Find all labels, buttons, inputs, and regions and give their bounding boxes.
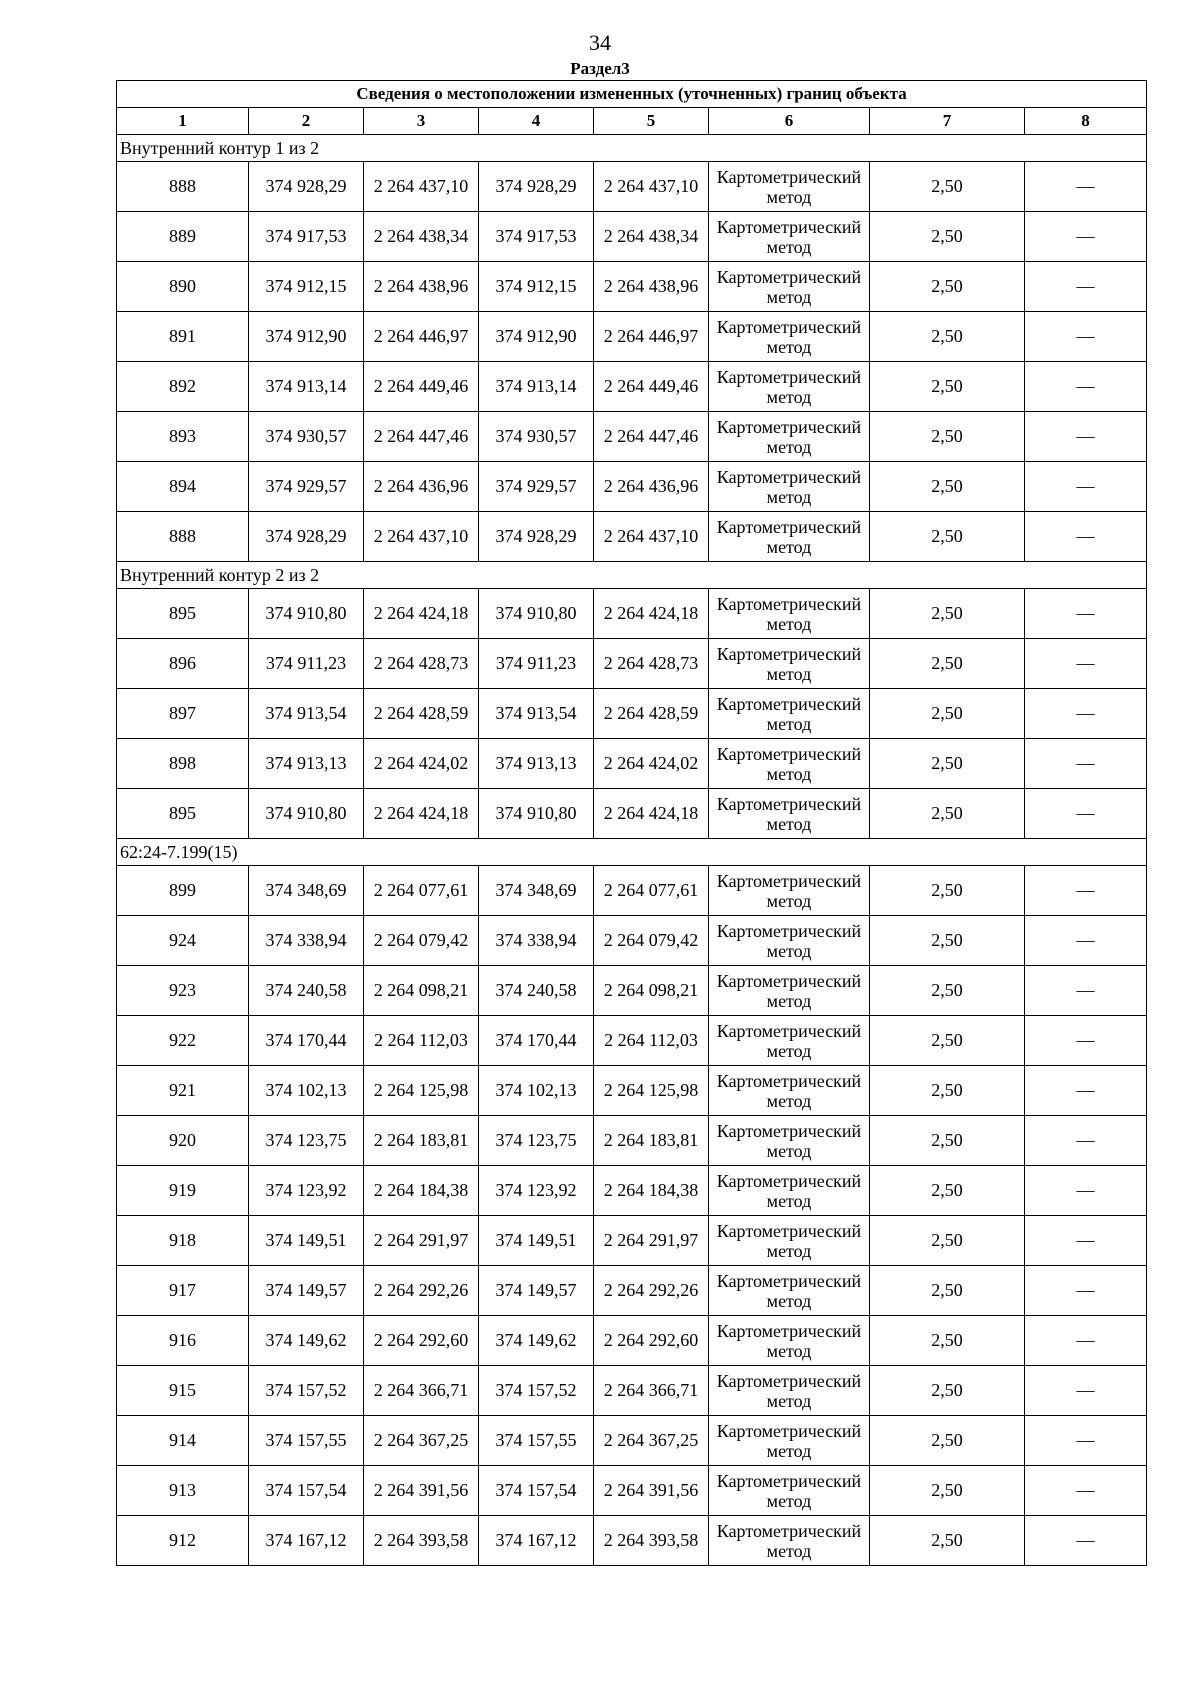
table-cell-col-7: 2,50 [870, 462, 1025, 512]
column-number-4: 4 [479, 108, 594, 135]
table-cell-col-1: 922 [117, 1016, 249, 1066]
table-cell-col-7: 2,50 [870, 589, 1025, 639]
table-cell-col-8: — [1025, 1366, 1147, 1416]
table-cell-col-5: 2 264 449,46 [594, 362, 709, 412]
table-cell-col-7: 2,50 [870, 512, 1025, 562]
table-cell-col-5: 2 264 437,10 [594, 512, 709, 562]
table-cell-col-3: 2 264 393,58 [364, 1516, 479, 1566]
table-row [117, 412, 1147, 462]
table-cell-col-3: 2 264 438,96 [364, 262, 479, 312]
column-number-5: 5 [594, 108, 709, 135]
column-number-7: 7 [870, 108, 1025, 135]
table-cell-col-6: Картометрический метод [709, 916, 870, 966]
table-cell-col-7: 2,50 [870, 1016, 1025, 1066]
table-caption: Сведения о местоположении измененных (уточненных) границ объекта [117, 81, 1147, 108]
group-header-row [117, 135, 1147, 162]
table-cell-col-3: 2 264 098,21 [364, 966, 479, 1016]
table-cell-col-3: 2 264 125,98 [364, 1066, 479, 1116]
table-cell-col-3: 2 264 447,46 [364, 412, 479, 462]
table-cell-col-5: 2 264 391,56 [594, 1466, 709, 1516]
table-cell-col-4: 374 157,54 [479, 1466, 594, 1516]
table-cell-col-7: 2,50 [870, 1466, 1025, 1516]
table-row [117, 1416, 1147, 1466]
table-cell-col-8: — [1025, 1016, 1147, 1066]
table-cell-col-4: 374 240,58 [479, 966, 594, 1016]
table-cell-col-4: 374 910,80 [479, 589, 594, 639]
table-cell-col-8: — [1025, 362, 1147, 412]
table-cell-col-3: 2 264 184,38 [364, 1166, 479, 1216]
table-cell-col-3: 2 264 183,81 [364, 1116, 479, 1166]
table-cell-col-8: — [1025, 1066, 1147, 1116]
table-cell-col-1: 897 [117, 689, 249, 739]
table-cell-col-8: — [1025, 462, 1147, 512]
column-number-8: 8 [1025, 108, 1147, 135]
table-cell-col-3: 2 264 438,34 [364, 212, 479, 262]
table-cell-col-4: 374 170,44 [479, 1016, 594, 1066]
table-cell-col-1: 921 [117, 1066, 249, 1116]
table-cell-col-6: Картометрический метод [709, 789, 870, 839]
table-cell-col-6: Картометрический метод [709, 162, 870, 212]
section-title: Раздел3 [570, 59, 630, 78]
table-cell-col-1: 912 [117, 1516, 249, 1566]
table-cell-col-1: 924 [117, 916, 249, 966]
table-cell-col-6: Картометрический метод [709, 689, 870, 739]
group-label: 62:24-7.199(15) [117, 839, 1147, 866]
table-cell-col-8: — [1025, 1166, 1147, 1216]
table-cell-col-4: 374 149,62 [479, 1316, 594, 1366]
table-cell-col-4: 374 910,80 [479, 789, 594, 839]
table-cell-col-1: 896 [117, 639, 249, 689]
table-cell-col-4: 374 348,69 [479, 866, 594, 916]
table-cell-col-6: Картометрический метод [709, 262, 870, 312]
table-cell-col-7: 2,50 [870, 212, 1025, 262]
table-cell-col-1: 888 [117, 512, 249, 562]
table-row [117, 639, 1147, 689]
table-cell-col-8: — [1025, 589, 1147, 639]
table-cell-col-4: 374 149,57 [479, 1266, 594, 1316]
table-cell-col-8: — [1025, 966, 1147, 1016]
table-cell-col-2: 374 240,58 [249, 966, 364, 1016]
table-cell-col-4: 374 928,29 [479, 512, 594, 562]
table-cell-col-4: 374 930,57 [479, 412, 594, 462]
table-cell-col-1: 914 [117, 1416, 249, 1466]
table-row [117, 739, 1147, 789]
column-number-1: 1 [117, 108, 249, 135]
table-cell-col-1: 917 [117, 1266, 249, 1316]
table-cell-col-5: 2 264 125,98 [594, 1066, 709, 1116]
table-cell-col-2: 374 929,57 [249, 462, 364, 512]
table-cell-col-7: 2,50 [870, 1516, 1025, 1566]
table-cell-col-3: 2 264 291,97 [364, 1216, 479, 1266]
table-cell-col-8: — [1025, 1466, 1147, 1516]
group-label: Внутренний контур 1 из 2 [117, 135, 1147, 162]
table-cell-col-2: 374 149,62 [249, 1316, 364, 1366]
table-cell-col-4: 374 912,15 [479, 262, 594, 312]
table-cell-col-7: 2,50 [870, 866, 1025, 916]
table-cell-col-2: 374 338,94 [249, 916, 364, 966]
table-cell-col-6: Картометрический метод [709, 739, 870, 789]
table-cell-col-1: 888 [117, 162, 249, 212]
table-cell-col-2: 374 348,69 [249, 866, 364, 916]
table-cell-col-2: 374 913,13 [249, 739, 364, 789]
table-cell-col-2: 374 910,80 [249, 789, 364, 839]
table-cell-col-4: 374 338,94 [479, 916, 594, 966]
table-cell-col-4: 374 913,54 [479, 689, 594, 739]
table-cell-col-8: — [1025, 1216, 1147, 1266]
table-cell-col-6: Картометрический метод [709, 312, 870, 362]
table-cell-col-5: 2 264 447,46 [594, 412, 709, 462]
table-cell-col-7: 2,50 [870, 412, 1025, 462]
table-cell-col-5: 2 264 292,60 [594, 1316, 709, 1366]
table-cell-col-7: 2,50 [870, 1066, 1025, 1116]
table-cell-col-6: Картометрический метод [709, 1066, 870, 1116]
table-cell-col-1: 919 [117, 1166, 249, 1216]
table-cell-col-5: 2 264 184,38 [594, 1166, 709, 1216]
table-row [117, 362, 1147, 412]
table-row [117, 512, 1147, 562]
table-cell-col-6: Картометрический метод [709, 1316, 870, 1366]
table-cell-col-6: Картометрический метод [709, 589, 870, 639]
table-cell-col-4: 374 149,51 [479, 1216, 594, 1266]
group-label: Внутренний контур 2 из 2 [117, 562, 1147, 589]
table-cell-col-8: — [1025, 412, 1147, 462]
table-cell-col-7: 2,50 [870, 1366, 1025, 1416]
table-cell-col-1: 898 [117, 739, 249, 789]
table-cell-col-8: — [1025, 866, 1147, 916]
table-cell-col-3: 2 264 079,42 [364, 916, 479, 966]
table-cell-col-2: 374 157,55 [249, 1416, 364, 1466]
table-cell-col-6: Картометрический метод [709, 1016, 870, 1066]
table-cell-col-2: 374 917,53 [249, 212, 364, 262]
table-cell-col-3: 2 264 436,96 [364, 462, 479, 512]
table-cell-col-7: 2,50 [870, 162, 1025, 212]
table-cell-col-3: 2 264 437,10 [364, 512, 479, 562]
group-header-row [117, 562, 1147, 589]
table-row [117, 1216, 1147, 1266]
table-cell-col-1: 899 [117, 866, 249, 916]
table-row [117, 689, 1147, 739]
table-cell-col-7: 2,50 [870, 1116, 1025, 1166]
table-cell-col-4: 374 913,13 [479, 739, 594, 789]
table-cell-col-1: 915 [117, 1366, 249, 1416]
table-cell-col-6: Картометрический метод [709, 462, 870, 512]
table-cell-col-5: 2 264 428,59 [594, 689, 709, 739]
table-cell-col-2: 374 913,14 [249, 362, 364, 412]
table-cell-col-4: 374 913,14 [479, 362, 594, 412]
table-row [117, 1166, 1147, 1216]
table-cell-col-2: 374 157,54 [249, 1466, 364, 1516]
table-cell-col-8: — [1025, 1116, 1147, 1166]
table-row [117, 162, 1147, 212]
table-row [117, 916, 1147, 966]
table-cell-col-3: 2 264 112,03 [364, 1016, 479, 1066]
table-cell-col-2: 374 913,54 [249, 689, 364, 739]
table-cell-col-7: 2,50 [870, 639, 1025, 689]
table-cell-col-3: 2 264 428,59 [364, 689, 479, 739]
table-cell-col-3: 2 264 292,26 [364, 1266, 479, 1316]
table-cell-col-2: 374 149,51 [249, 1216, 364, 1266]
table-cell-col-5: 2 264 446,97 [594, 312, 709, 362]
table-cell-col-6: Картометрический метод [709, 412, 870, 462]
table-cell-col-8: — [1025, 1516, 1147, 1566]
table-cell-col-6: Картометрический метод [709, 639, 870, 689]
table-cell-col-2: 374 911,23 [249, 639, 364, 689]
table-cell-col-2: 374 102,13 [249, 1066, 364, 1116]
table-cell-col-8: — [1025, 1316, 1147, 1366]
table-cell-col-4: 374 929,57 [479, 462, 594, 512]
table-row [117, 1366, 1147, 1416]
table-row [117, 462, 1147, 512]
table-cell-col-3: 2 264 424,02 [364, 739, 479, 789]
table-cell-col-7: 2,50 [870, 739, 1025, 789]
table-cell-col-7: 2,50 [870, 1166, 1025, 1216]
table-cell-col-4: 374 123,92 [479, 1166, 594, 1216]
table-cell-col-4: 374 928,29 [479, 162, 594, 212]
table-body [117, 135, 1147, 1566]
table-cell-col-4: 374 917,53 [479, 212, 594, 262]
table-cell-col-6: Картометрический метод [709, 512, 870, 562]
table-cell-col-5: 2 264 292,26 [594, 1266, 709, 1316]
table-row [117, 1016, 1147, 1066]
table-row [117, 1316, 1147, 1366]
page-number: 34 [589, 30, 611, 55]
table-cell-col-2: 374 930,57 [249, 412, 364, 462]
boundary-table [116, 80, 1147, 1566]
table-cell-col-8: — [1025, 789, 1147, 839]
table-cell-col-3: 2 264 424,18 [364, 789, 479, 839]
table-cell-col-6: Картометрический метод [709, 1166, 870, 1216]
table-cell-col-6: Картометрический метод [709, 212, 870, 262]
column-number-3: 3 [364, 108, 479, 135]
table-cell-col-2: 374 149,57 [249, 1266, 364, 1316]
table-cell-col-1: 923 [117, 966, 249, 1016]
table-cell-col-7: 2,50 [870, 262, 1025, 312]
table-row [117, 312, 1147, 362]
table-cell-col-7: 2,50 [870, 1316, 1025, 1366]
table-cell-col-8: — [1025, 739, 1147, 789]
table-cell-col-6: Картометрический метод [709, 1366, 870, 1416]
table-cell-col-2: 374 910,80 [249, 589, 364, 639]
table-cell-col-1: 920 [117, 1116, 249, 1166]
table-cell-col-1: 918 [117, 1216, 249, 1266]
table-cell-col-6: Картометрический метод [709, 1116, 870, 1166]
table-cell-col-5: 2 264 291,97 [594, 1216, 709, 1266]
column-number-6: 6 [709, 108, 870, 135]
table-cell-col-8: — [1025, 916, 1147, 966]
table-cell-col-5: 2 264 438,96 [594, 262, 709, 312]
table-cell-col-4: 374 911,23 [479, 639, 594, 689]
table-cell-col-6: Картометрический метод [709, 1516, 870, 1566]
table-row [117, 1266, 1147, 1316]
table-row [117, 589, 1147, 639]
table-cell-col-6: Картометрический метод [709, 362, 870, 412]
table-cell-col-5: 2 264 079,42 [594, 916, 709, 966]
table-cell-col-3: 2 264 292,60 [364, 1316, 479, 1366]
table-row [117, 1066, 1147, 1116]
group-header-row [117, 839, 1147, 866]
table-cell-col-5: 2 264 367,25 [594, 1416, 709, 1466]
table-cell-col-8: — [1025, 262, 1147, 312]
table-cell-col-3: 2 264 449,46 [364, 362, 479, 412]
table-cell-col-3: 2 264 367,25 [364, 1416, 479, 1466]
column-number-row [117, 108, 1147, 135]
table-cell-col-2: 374 912,90 [249, 312, 364, 362]
table-cell-col-5: 2 264 437,10 [594, 162, 709, 212]
table-cell-col-7: 2,50 [870, 1416, 1025, 1466]
table-row [117, 212, 1147, 262]
table-cell-col-5: 2 264 438,34 [594, 212, 709, 262]
table-cell-col-1: 889 [117, 212, 249, 262]
table-cell-col-8: — [1025, 162, 1147, 212]
table-cell-col-7: 2,50 [870, 916, 1025, 966]
table-cell-col-6: Картометрический метод [709, 1216, 870, 1266]
table-cell-col-5: 2 264 424,18 [594, 789, 709, 839]
table-cell-col-1: 890 [117, 262, 249, 312]
table-cell-col-5: 2 264 428,73 [594, 639, 709, 689]
table-cell-col-6: Картометрический метод [709, 1466, 870, 1516]
table-cell-col-1: 892 [117, 362, 249, 412]
table-cell-col-3: 2 264 424,18 [364, 589, 479, 639]
table-cell-col-2: 374 928,29 [249, 162, 364, 212]
table-cell-col-7: 2,50 [870, 312, 1025, 362]
column-number-2: 2 [249, 108, 364, 135]
table-cell-col-6: Картометрический метод [709, 966, 870, 1016]
table-cell-col-5: 2 264 098,21 [594, 966, 709, 1016]
table-cell-col-7: 2,50 [870, 1266, 1025, 1316]
table-cell-col-3: 2 264 366,71 [364, 1366, 479, 1416]
table-cell-col-8: — [1025, 1416, 1147, 1466]
table-cell-col-5: 2 264 183,81 [594, 1116, 709, 1166]
table-cell-col-3: 2 264 437,10 [364, 162, 479, 212]
table-cell-col-6: Картометрический метод [709, 1266, 870, 1316]
table-cell-col-4: 374 167,12 [479, 1516, 594, 1566]
table-cell-col-2: 374 170,44 [249, 1016, 364, 1066]
table-cell-col-1: 895 [117, 589, 249, 639]
table-cell-col-1: 893 [117, 412, 249, 462]
table-cell-col-8: — [1025, 512, 1147, 562]
table-cell-col-4: 374 123,75 [479, 1116, 594, 1166]
table-row [117, 262, 1147, 312]
table-cell-col-3: 2 264 077,61 [364, 866, 479, 916]
table-cell-col-8: — [1025, 312, 1147, 362]
table-row [117, 1466, 1147, 1516]
table-cell-col-8: — [1025, 639, 1147, 689]
table-cell-col-7: 2,50 [870, 966, 1025, 1016]
table-cell-col-3: 2 264 391,56 [364, 1466, 479, 1516]
table-row [117, 1116, 1147, 1166]
table-cell-col-7: 2,50 [870, 1216, 1025, 1266]
table-row [117, 1516, 1147, 1566]
table-cell-col-1: 894 [117, 462, 249, 512]
table-row [117, 966, 1147, 1016]
table-cell-col-1: 916 [117, 1316, 249, 1366]
table-cell-col-4: 374 157,55 [479, 1416, 594, 1466]
table-cell-col-3: 2 264 428,73 [364, 639, 479, 689]
table-cell-col-1: 895 [117, 789, 249, 839]
table-row [117, 866, 1147, 916]
table-cell-col-2: 374 928,29 [249, 512, 364, 562]
table-cell-col-2: 374 123,92 [249, 1166, 364, 1216]
table-cell-col-2: 374 157,52 [249, 1366, 364, 1416]
table-cell-col-5: 2 264 424,02 [594, 739, 709, 789]
table-cell-col-7: 2,50 [870, 362, 1025, 412]
table-cell-col-5: 2 264 393,58 [594, 1516, 709, 1566]
table-cell-col-6: Картометрический метод [709, 866, 870, 916]
table-cell-col-5: 2 264 112,03 [594, 1016, 709, 1066]
table-cell-col-4: 374 912,90 [479, 312, 594, 362]
table-cell-col-6: Картометрический метод [709, 1416, 870, 1466]
table-cell-col-4: 374 157,52 [479, 1366, 594, 1416]
table-cell-col-2: 374 167,12 [249, 1516, 364, 1566]
table-cell-col-8: — [1025, 1266, 1147, 1316]
table-cell-col-5: 2 264 424,18 [594, 589, 709, 639]
table-row [117, 789, 1147, 839]
table-cell-col-2: 374 123,75 [249, 1116, 364, 1166]
table-cell-col-7: 2,50 [870, 789, 1025, 839]
table-cell-col-5: 2 264 366,71 [594, 1366, 709, 1416]
table-cell-col-1: 913 [117, 1466, 249, 1516]
table-cell-col-7: 2,50 [870, 689, 1025, 739]
table-cell-col-3: 2 264 446,97 [364, 312, 479, 362]
table-cell-col-5: 2 264 077,61 [594, 866, 709, 916]
table-cell-col-2: 374 912,15 [249, 262, 364, 312]
table-cell-col-4: 374 102,13 [479, 1066, 594, 1116]
table-cell-col-1: 891 [117, 312, 249, 362]
table-cell-col-5: 2 264 436,96 [594, 462, 709, 512]
table-cell-col-8: — [1025, 689, 1147, 739]
table-cell-col-8: — [1025, 212, 1147, 262]
